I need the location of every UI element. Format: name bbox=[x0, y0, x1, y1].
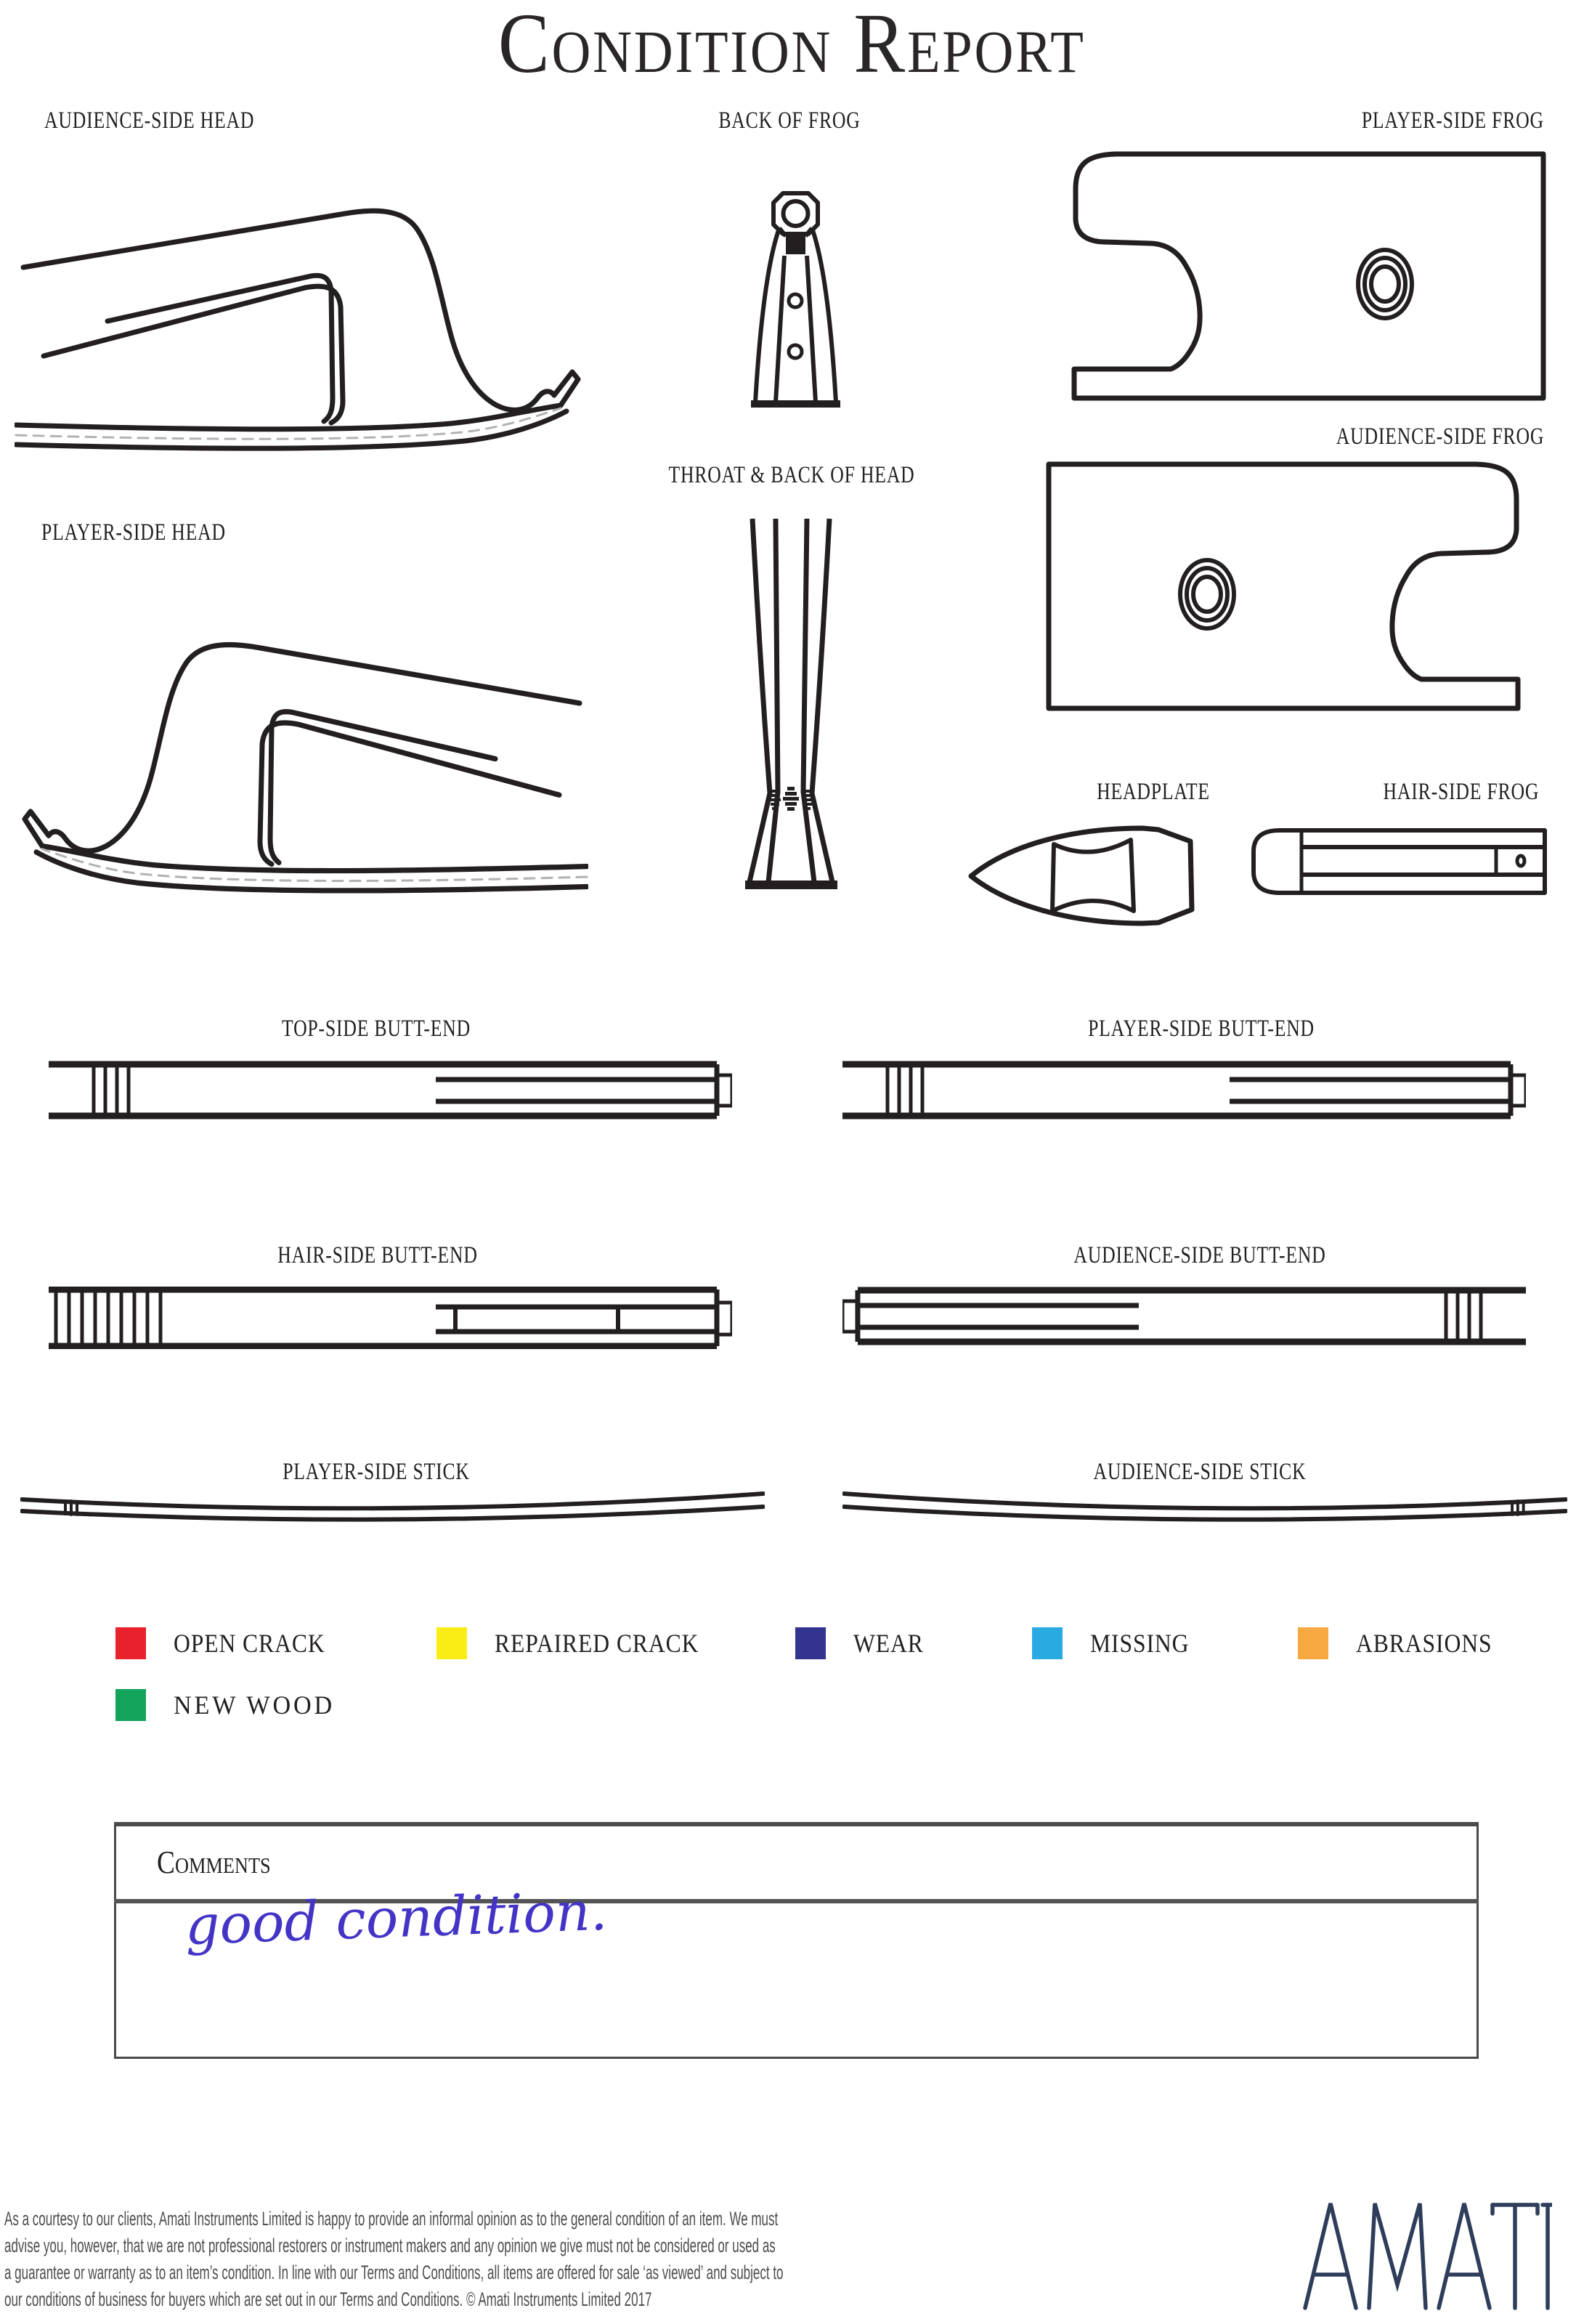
legend-item-new-wood bbox=[115, 1689, 344, 1721]
label-back-of-frog: BACK OF FROG bbox=[718, 108, 861, 134]
audience-side-head-drawing bbox=[15, 145, 588, 454]
amati-logo bbox=[1301, 2200, 1552, 2310]
label-top-side-butt-end: TOP-SIDE BUTT-END bbox=[282, 1016, 471, 1042]
label-hair-side-frog: HAIR-SIDE FROG bbox=[1383, 779, 1539, 805]
legend-item-abrasions bbox=[1298, 1627, 1511, 1659]
label-player-side-frog: PLAYER-SIDE FROG bbox=[1361, 108, 1544, 134]
label-player-side-head: PLAYER-SIDE HEAD bbox=[41, 519, 226, 546]
new-wood-swatch bbox=[115, 1689, 146, 1721]
legend-label: ABRASIONS bbox=[1356, 1629, 1492, 1658]
player-side-frog-drawing bbox=[1044, 151, 1547, 401]
legend-item-open-crack bbox=[115, 1627, 346, 1659]
missing-swatch bbox=[1032, 1627, 1063, 1659]
label-throat-back-of-head: THROAT & BACK OF HEAD bbox=[668, 462, 915, 488]
label-audience-side-frog: AUDIENCE-SIDE FROG bbox=[1336, 424, 1544, 450]
legend-label: NEW WOOD bbox=[174, 1691, 335, 1720]
label-player-side-stick: PLAYER-SIDE STICK bbox=[283, 1459, 470, 1485]
legend-item-repaired-crack bbox=[436, 1627, 727, 1659]
audience-side-frog-drawing bbox=[1045, 461, 1548, 711]
legend-label: WEAR bbox=[853, 1629, 924, 1658]
mortise-hatch-marks bbox=[769, 787, 813, 811]
label-hair-side-butt-end: HAIR-SIDE BUTT-END bbox=[277, 1242, 478, 1268]
disclaimer-text bbox=[4, 2206, 1240, 2313]
player-side-head-drawing bbox=[15, 577, 588, 896]
disclaimer-line: As a courtesy to our clients, Amati Instruments Limited is happy to provide an informal opinion as to the general condition of an item. We must bbox=[4, 2208, 779, 2230]
label-audience-side-butt-end: AUDIENCE-SIDE BUTT-END bbox=[1073, 1242, 1326, 1268]
audience-side-stick-drawing bbox=[842, 1491, 1567, 1531]
legend-item-missing bbox=[1032, 1627, 1203, 1659]
comments-handwriting: good condition. bbox=[184, 1879, 609, 1957]
label-audience-side-stick: AUDIENCE-SIDE STICK bbox=[1093, 1459, 1307, 1485]
player-side-butt-end-drawing bbox=[842, 1061, 1526, 1120]
disclaimer-line: our conditions of business for buyers which are set out in our Terms and Conditions. © Amati Instruments Limited 2017 bbox=[4, 2288, 652, 2310]
wear-swatch bbox=[795, 1627, 826, 1659]
label-headplate: HEADPLATE bbox=[1097, 779, 1210, 805]
headplate-drawing bbox=[968, 822, 1212, 929]
page-title: Condition Report bbox=[498, 0, 1086, 91]
back-of-frog-drawing bbox=[747, 190, 845, 408]
repaired-crack-swatch bbox=[436, 1627, 467, 1659]
audience-side-butt-end-drawing bbox=[842, 1287, 1526, 1345]
player-side-stick-drawing bbox=[20, 1491, 765, 1531]
legend-label: MISSING bbox=[1090, 1629, 1190, 1658]
disclaimer-line: advise you, however, that we are not professional restorers or instrument makers and any opinion we give must not be considered or used as bbox=[4, 2235, 776, 2256]
legend-item-wear bbox=[795, 1627, 933, 1659]
label-player-side-butt-end: PLAYER-SIDE BUTT-END bbox=[1088, 1016, 1315, 1042]
comments-heading: Comments bbox=[157, 1845, 271, 1880]
label-audience-side-head: AUDIENCE-SIDE HEAD bbox=[44, 108, 255, 134]
legend-label: OPEN CRACK bbox=[174, 1629, 325, 1658]
hair-side-butt-end-drawing bbox=[49, 1287, 732, 1349]
legend-label: REPAIRED CRACK bbox=[495, 1629, 699, 1658]
open-crack-swatch bbox=[115, 1627, 146, 1659]
top-side-butt-end-drawing bbox=[49, 1061, 732, 1120]
throat-back-of-head-drawing bbox=[739, 517, 843, 895]
disclaimer-line: a guarantee or warranty as to an item’s condition. In line with our Terms and Conditions, all items are offered for sale ‘as viewed’ and subject to bbox=[4, 2262, 784, 2283]
hair-side-frog-drawing bbox=[1249, 828, 1547, 895]
abrasions-swatch bbox=[1298, 1627, 1328, 1659]
